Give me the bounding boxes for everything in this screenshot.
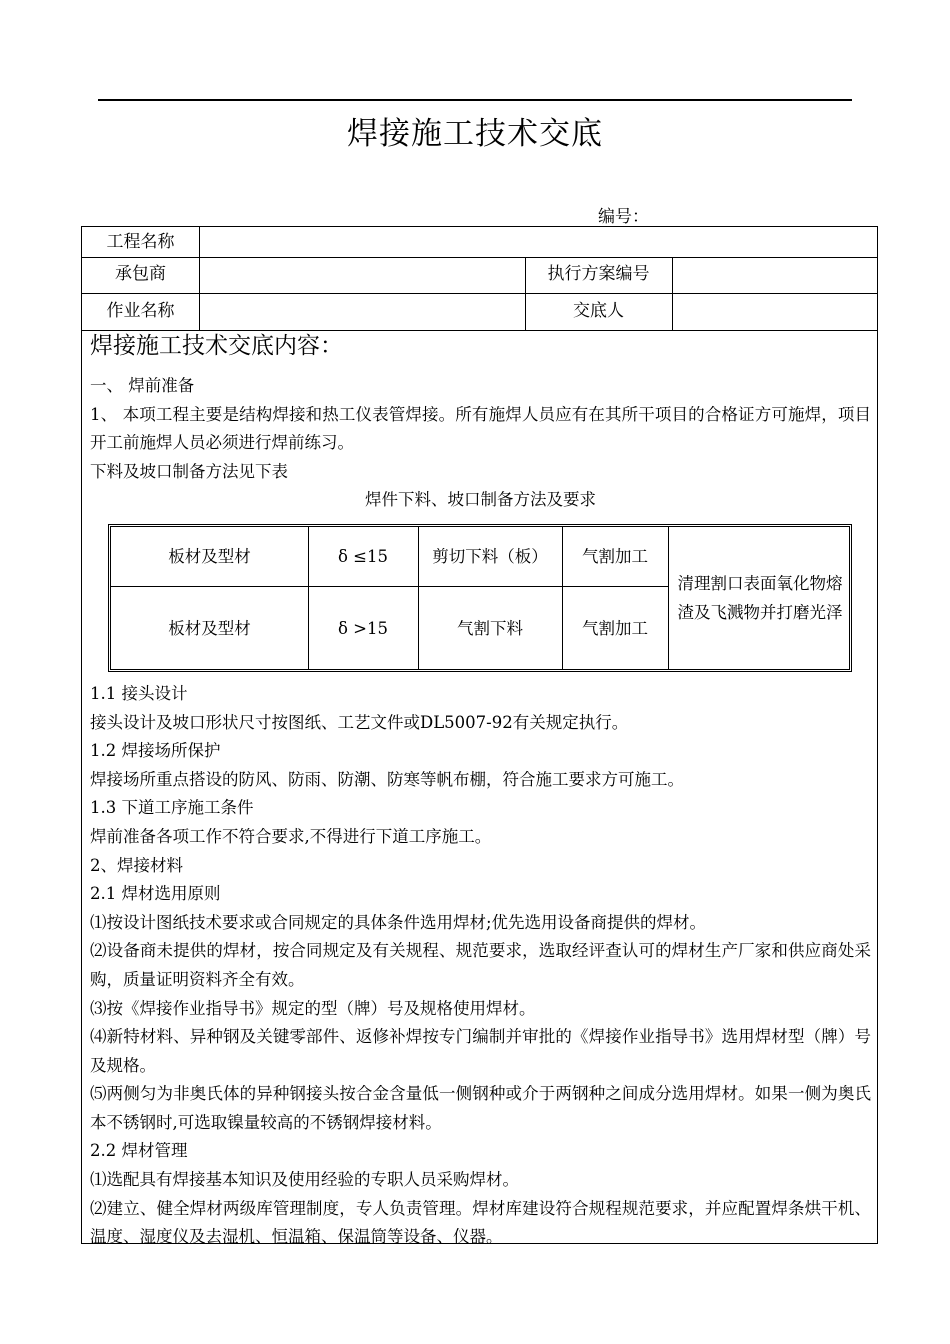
- work-name-label: 作业名称: [106, 301, 175, 321]
- content-heading: 焊接施工技术交底内容：: [90, 333, 343, 359]
- briefing-content: [90, 331, 871, 1252]
- table-cell-bevel: 气割加工: [582, 618, 648, 638]
- paragraph: 焊前准备各项工作不符合要求,不得进行下道工序施工。: [90, 826, 492, 846]
- section-heading: 一、 焊前准备: [90, 376, 195, 395]
- table-cell-cutting: 气割下料: [457, 618, 523, 638]
- briefer-label: 交底人: [573, 301, 624, 321]
- list-item: ⑸两侧匀为非奥氏体的异种钢接头按合金含量低一侧钢种或介于两钢种之间成分选用焊材。如果一侧为奥氏本不锈钢时,可选取镍量较高的不锈钢焊接材料。: [90, 1084, 871, 1132]
- subsection-heading: 1.1 接头设计: [90, 683, 188, 703]
- table-cell-thickness: δ ≤15: [338, 547, 388, 566]
- grid-line: [668, 527, 669, 669]
- serial-number-label: 编号：: [598, 207, 649, 227]
- contractor-label: 承包商: [115, 264, 166, 284]
- table-cell-material: 板材及型材: [168, 618, 251, 638]
- list-item: ⑵设备商未提供的焊材，按合同规定及有关规程、规范要求，选取经评查认可的焊材生产厂家和供应商处采购，质量证明资料齐全有效。: [90, 941, 871, 989]
- paragraph: 1、 本项工程主要是结构焊接和热工仪表管焊接。所有施焊人员应有在其所干项目的合格证方可施焊，项目开工前施焊人员必须进行焊前练习。: [90, 404, 871, 453]
- list-item: ⑷新特材料、异种钢及关键零部件、返修补焊按专门编制并审批的《焊接作业指导书》选用焊材型（牌）号及规格。: [90, 1027, 871, 1075]
- subsection-heading: 2.2 焊材管理: [90, 1141, 188, 1161]
- table-cell-material: 板材及型材: [168, 547, 251, 566]
- grid-line: [82, 257, 877, 258]
- table-cell-requirement: 清理割口表面氧化物熔渣及飞溅物并打磨光泽: [677, 574, 843, 622]
- subsection-heading: 1.3 下道工序施工条件: [90, 798, 254, 818]
- table-cell-cutting: 剪切下料（板）: [432, 547, 548, 566]
- grid-line: [199, 227, 200, 330]
- subsection-heading: 1.2 焊接场所保护: [90, 741, 221, 761]
- top-rule: [98, 99, 852, 101]
- list-item: ⑴按设计图纸技术要求或合同规定的具体条件选用焊材;优先选用设备商提供的焊材。: [90, 912, 707, 932]
- plan-number-label: 执行方案编号: [547, 264, 650, 284]
- table-caption: 焊件下料、坡口制备方法及要求: [365, 490, 596, 510]
- briefing-form: [81, 226, 878, 1247]
- paragraph: 下料及坡口制备方法见下表: [90, 461, 288, 481]
- bevel-preparation-table: [108, 524, 852, 672]
- document-title: 焊接施工技术交底: [347, 116, 603, 152]
- subsection-heading: 2.1 焊材选用原则: [90, 884, 221, 904]
- list-item: ⑴选配具有焊接基本知识及使用经验的专职人员采购焊材。: [90, 1170, 519, 1190]
- list-item: ⑶按《焊接作业指导书》规定的型（牌）号及规格使用焊材。: [90, 998, 536, 1018]
- table-cell-thickness: δ >15: [338, 618, 388, 638]
- grid-line: [82, 293, 877, 294]
- section-heading: 2、焊接材料: [90, 855, 183, 875]
- paragraph: 接头设计及坡口形状尺寸按图纸、工艺文件或DL5007-92有关规定执行。: [90, 712, 629, 732]
- project-name-label: 工程名称: [106, 232, 175, 252]
- list-item: ⑵建立、健全焊材两级库管理制度，专人负责管理。焊材库建设符合规程规范要求，并应配置焊条烘干机、温度、湿度仪及去湿机、恒温箱、保温筒等设备、仪器。: [90, 1198, 871, 1247]
- paragraph: 焊接场所重点搭设的防风、防雨、防潮、防寒等帆布棚，符合施工要求方可施工。: [90, 769, 684, 789]
- grid-line: [672, 257, 673, 330]
- table-cell-bevel: 气割加工: [582, 547, 648, 566]
